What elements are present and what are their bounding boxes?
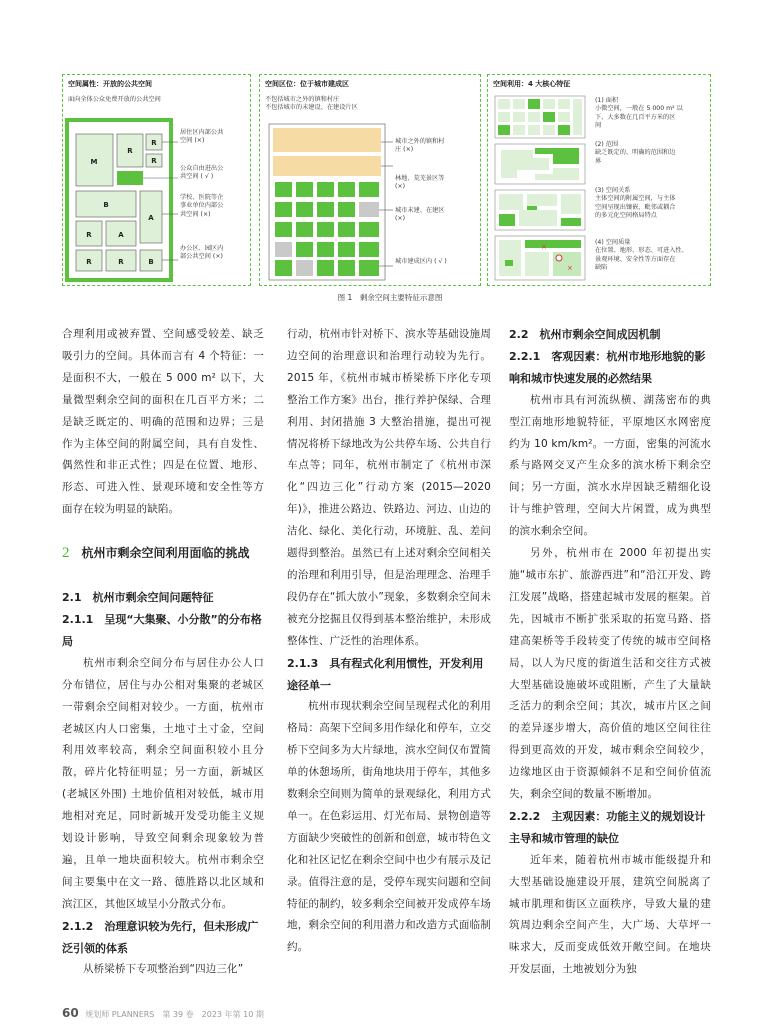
label-line: 事业单位内部公 [180,202,224,210]
spacer [62,521,264,543]
feature-scope [595,141,675,166]
feature-line: 下，大多数在几百平方米的区 [595,113,676,121]
journal-info: 规划师 PLANNERS 第 39 卷 2023 年第 10 期 [85,1010,264,1019]
subsection-heading: 2.2 杭州市剩余空间成因机制 [509,328,661,341]
label-line: 城市建成区内 ( √ ) [395,258,447,265]
label-line: 共空间 (×) [180,210,211,218]
label-line: 庄 (×) [395,146,414,154]
label-unbuilt [395,207,445,224]
block-letter: R [118,258,124,266]
figure-panel-location [259,74,481,286]
feature-line: (2) 范围 [595,141,619,148]
subtitle-line: 不包括城市的未建设、在建设片区 [265,104,358,112]
label-line: 部公共空间 (×) [180,253,223,261]
paragraph: 杭州市剩余空间分布与居住办公人口分布错位，居住与办公相对集聚的老城区一带剩余空间相对较少。一方面，杭州市老城区内人口密集，土地寸土寸金，空间利用效率较高，剩余空间面积较小且分散，碎片化特征明显；另一方面，新城区 (老城区外围) 土地价值相对较低，城市用地相对充足，同时新城开发受功能主义规划设计影响，导致空间剩余现象较为普遍，且单一地块面积较大。杭州市剩余空间主要集中在文一路、德胜路以北区域和滨江区，其他区域呈小分散式分布。 [62,656,264,910]
panel-title: 空间属性：开放的公共空间 [68,80,152,88]
paragraph: 合理利用或被弃置、空间感受较差、缺乏吸引力的空间。具体而言有 4 个特征：一是面积不大，一般在 5 000 m² 以下，大量微型剩余空间的面积在几百平方米；二是缺乏既定的、明确的范围和边界；三是作为主体空间的附属空间，具有自发性、偶然性和非正式性；四是在位置、地形、形态、可进入性、景观环境和安全性等方面存在较为明显的缺陷。 [62,328,264,516]
section-number: 2 [62,545,70,562]
feature-line: 的多元化空间格局特点 [595,212,657,220]
block-letter: R [86,258,92,266]
quality-thumbnail [495,236,585,280]
public-open-space [117,171,143,185]
feature-line: (3) 空间关系 [595,187,631,194]
towns-outside-city [273,128,381,152]
label-line: 办公区、园区内 [180,245,224,252]
feature-line: (1) 面积 [595,97,619,104]
area-thumbnail [495,96,585,138]
label-line: 林地、荒芜景区等 [395,175,445,182]
label-forest [395,175,445,192]
feature-line: 空间呈现出镶嵌、毗邻或耦合 [595,203,676,211]
feature-relation [595,187,675,221]
feature-line: 景观环境、安全性等方面存在 [595,255,676,263]
feature-line: 小微空间，一般在 5 000 m² 以 [595,105,683,113]
subsubsection-heading: 2.2.1 客观因素：杭州市地形地貌的影响和城市快速发展的必然结果 [509,349,706,385]
block-letter: B [148,258,154,266]
label-line: 公众自由进出公 [180,165,224,172]
label-line: 城市未建、在建区 [395,207,445,214]
panel-title: 空间区位：位于城市建成区 [265,80,349,88]
subsubsection-heading: 2.2.2 主观因素：功能主义的规划设计主导和城市管理的缺位 [509,809,706,845]
figure-panel-public-space [62,74,251,286]
paragraph: 从桥梁桥下专项整治到“四边三化” [83,963,244,976]
page-footer [62,1006,264,1020]
subsubsection-heading: 2.1.3 具有程式化利用惯性，开发利用途径单一 [287,656,484,692]
label-public-free [180,165,223,182]
label-line: 城市之外的镇和村 [395,138,445,145]
feature-line: 缺乏既定的、明确的范围和边 [595,149,676,157]
block-letter: M [90,158,98,166]
label-office-internal [180,245,223,262]
paragraph: 行动，杭州市针对桥下、滨水等基础设施周边空间的治理意识和治理行动较为先行。2015 年，《杭州市城市桥梁桥下序化专项整治工作方案》出台，推行养护保绿、合理利用、封闭措施 3 大整治措施，提出可视情况将桥下绿地改为公共停车场、公共自行车点等；同年，杭州市制定了《杭州市深化“四边三化”行动方案 (2015—2020 年)》，推进公路边、铁路边、河边、山边的洁化、绿化、美化行动，环境脏、乱、差问题得到整治。虽然已有上述对剩余空间相关的治理和利用引导，但是治理理念、治理手段仍存在“抓大放小”现象，多数剩余空间未被充分挖掘且仅得到基本整治维护，未形成整体性、广泛性的治理体系。 [287,328,491,647]
label-line: 学校、医院等企 [180,194,224,201]
figure-panel-utilization [487,74,711,286]
feature-line: 间 [595,122,602,130]
subtitle-line: 不包括城市之外的镇和村庄 [265,96,340,103]
feature-quality [595,239,688,273]
feature-line: 界 [595,157,602,165]
block-letter: R [151,157,157,165]
paragraph: 杭州市现状剩余空间呈现程式化的利用格局：高架下空间多用作绿化和停车，立交桥下空间多为大片绿地，滨水空间仅布置简单的休憩场所，街角地块用于停车，其他多数剩余空间则为简单的景观绿化，利用方式单一。在色彩运用、灯光布局、景物创造等方面缺少突破性的创新和创意，城市特色文化和社区记忆在剩余空间中也少有展示及记录。值得注意的是，受停车现实问题和空间特征的制约，较多剩余空间被开发成停车场地，剩余空间的利用潜力和改造方式面临制约。 [287,700,491,954]
label-line: (×) [395,183,406,191]
feature-area [595,97,683,131]
text-column-1 [62,324,264,981]
block-letter: A [118,231,124,239]
svg-text:×: × [567,264,573,272]
forest-landscape [273,156,381,176]
block-letter: R [86,231,92,239]
label-line: 共空间 ( √ ) [180,173,214,181]
subsection-heading: 2.1 杭州市剩余空间问题特征 [62,591,214,605]
section-heading [62,543,264,565]
unbuilt-area [359,202,379,217]
paragraph: 另外，杭州市在 2000 年初提出实施“城市东扩、旅游西进”和“沿江开发、跨江发展”战略，搭建起城市发展的框架。首先，因城市不断扩张采取的拓宽马路、搭建高架桥等手段转变了传统的城市空间格局，以人为尺度的街道生活和交往方式被大型基础设施破坏或阻断，产生了大量缺乏活力的剩余空间；其次，城市片区之间的差异逐步增大，高价值的地区空间往往得到更高效的开发，城市剩余空间较少，边缘地区由于资源倾斜不足和空间价值流失，剩余空间的数量不断增加。 [509,547,711,801]
label-residential-internal [180,129,223,146]
label-built-up [395,258,447,266]
block-letter: A [148,214,154,222]
relation-thumbnail [495,190,585,230]
panel-subtitle: 面向全体公众免费开放的公共空间 [68,96,161,103]
spacer [62,565,264,587]
page-number: 60 [62,1006,79,1020]
feature-line: (4) 空间质量 [595,239,631,246]
block-letter: R [127,147,133,155]
subsubsection-heading: 2.1.1 呈现“大集聚、小分散”的分布格局 [62,612,262,648]
label-towns-outside [395,138,445,155]
svg-text:×: × [541,243,547,251]
block-letter: B [103,201,109,209]
unbuilt-area [296,260,313,276]
label-line: 空间 (×) [180,137,205,145]
label-line: 居住区内部公共 [180,129,224,136]
feature-line: 缺陷 [595,264,608,272]
panel-title: 空间利用：4 大核心特征 [493,80,571,88]
paragraph: 杭州市具有河流纵横、湖荡密布的典型江南地形地貌特征，平原地区水网密度约为 10 km/km²。一方面，密集的河流水系与路网交叉产生众多的滨水桥下剩余空间；另一方面，滨水水岸因缺乏精细化设计与维护管理，空间大片闲置，成为典型的滨水剩余空间。 [509,393,711,538]
feature-line: 主体空间的附属空间，与主体 [595,195,676,203]
location-diagram [259,74,481,286]
subsubsection-heading: 2.1.2 治理意识较为先行，但未形成广泛引领的体系 [62,919,259,955]
built-up-blocks [275,182,379,276]
text-column-3 [509,324,711,981]
label-institution-internal [180,194,223,219]
scope-thumbnail [495,144,585,184]
label-line: (×) [395,215,406,223]
paragraph: 近年来，随着杭州市城市能级提升和大型基础设施建设开展，建筑空间脱离了城市肌理和街区立面秩序，导致大量的建筑周边剩余空间产生，大广场、大草坪一味求大，反而变成低效开敞空间。在地块开发层面，土地被划分为独 [509,853,711,976]
section-title: 杭州市剩余空间利用面临的挑战 [81,546,250,561]
block-letter: R [151,139,157,147]
text-column-2 [287,324,491,959]
unbuilt-area [275,242,292,257]
feature-line: 在位置、地形、形态、可进入性、 [595,247,688,255]
figure-caption: 图 1 剩余空间主要特征示意图 [337,293,443,302]
